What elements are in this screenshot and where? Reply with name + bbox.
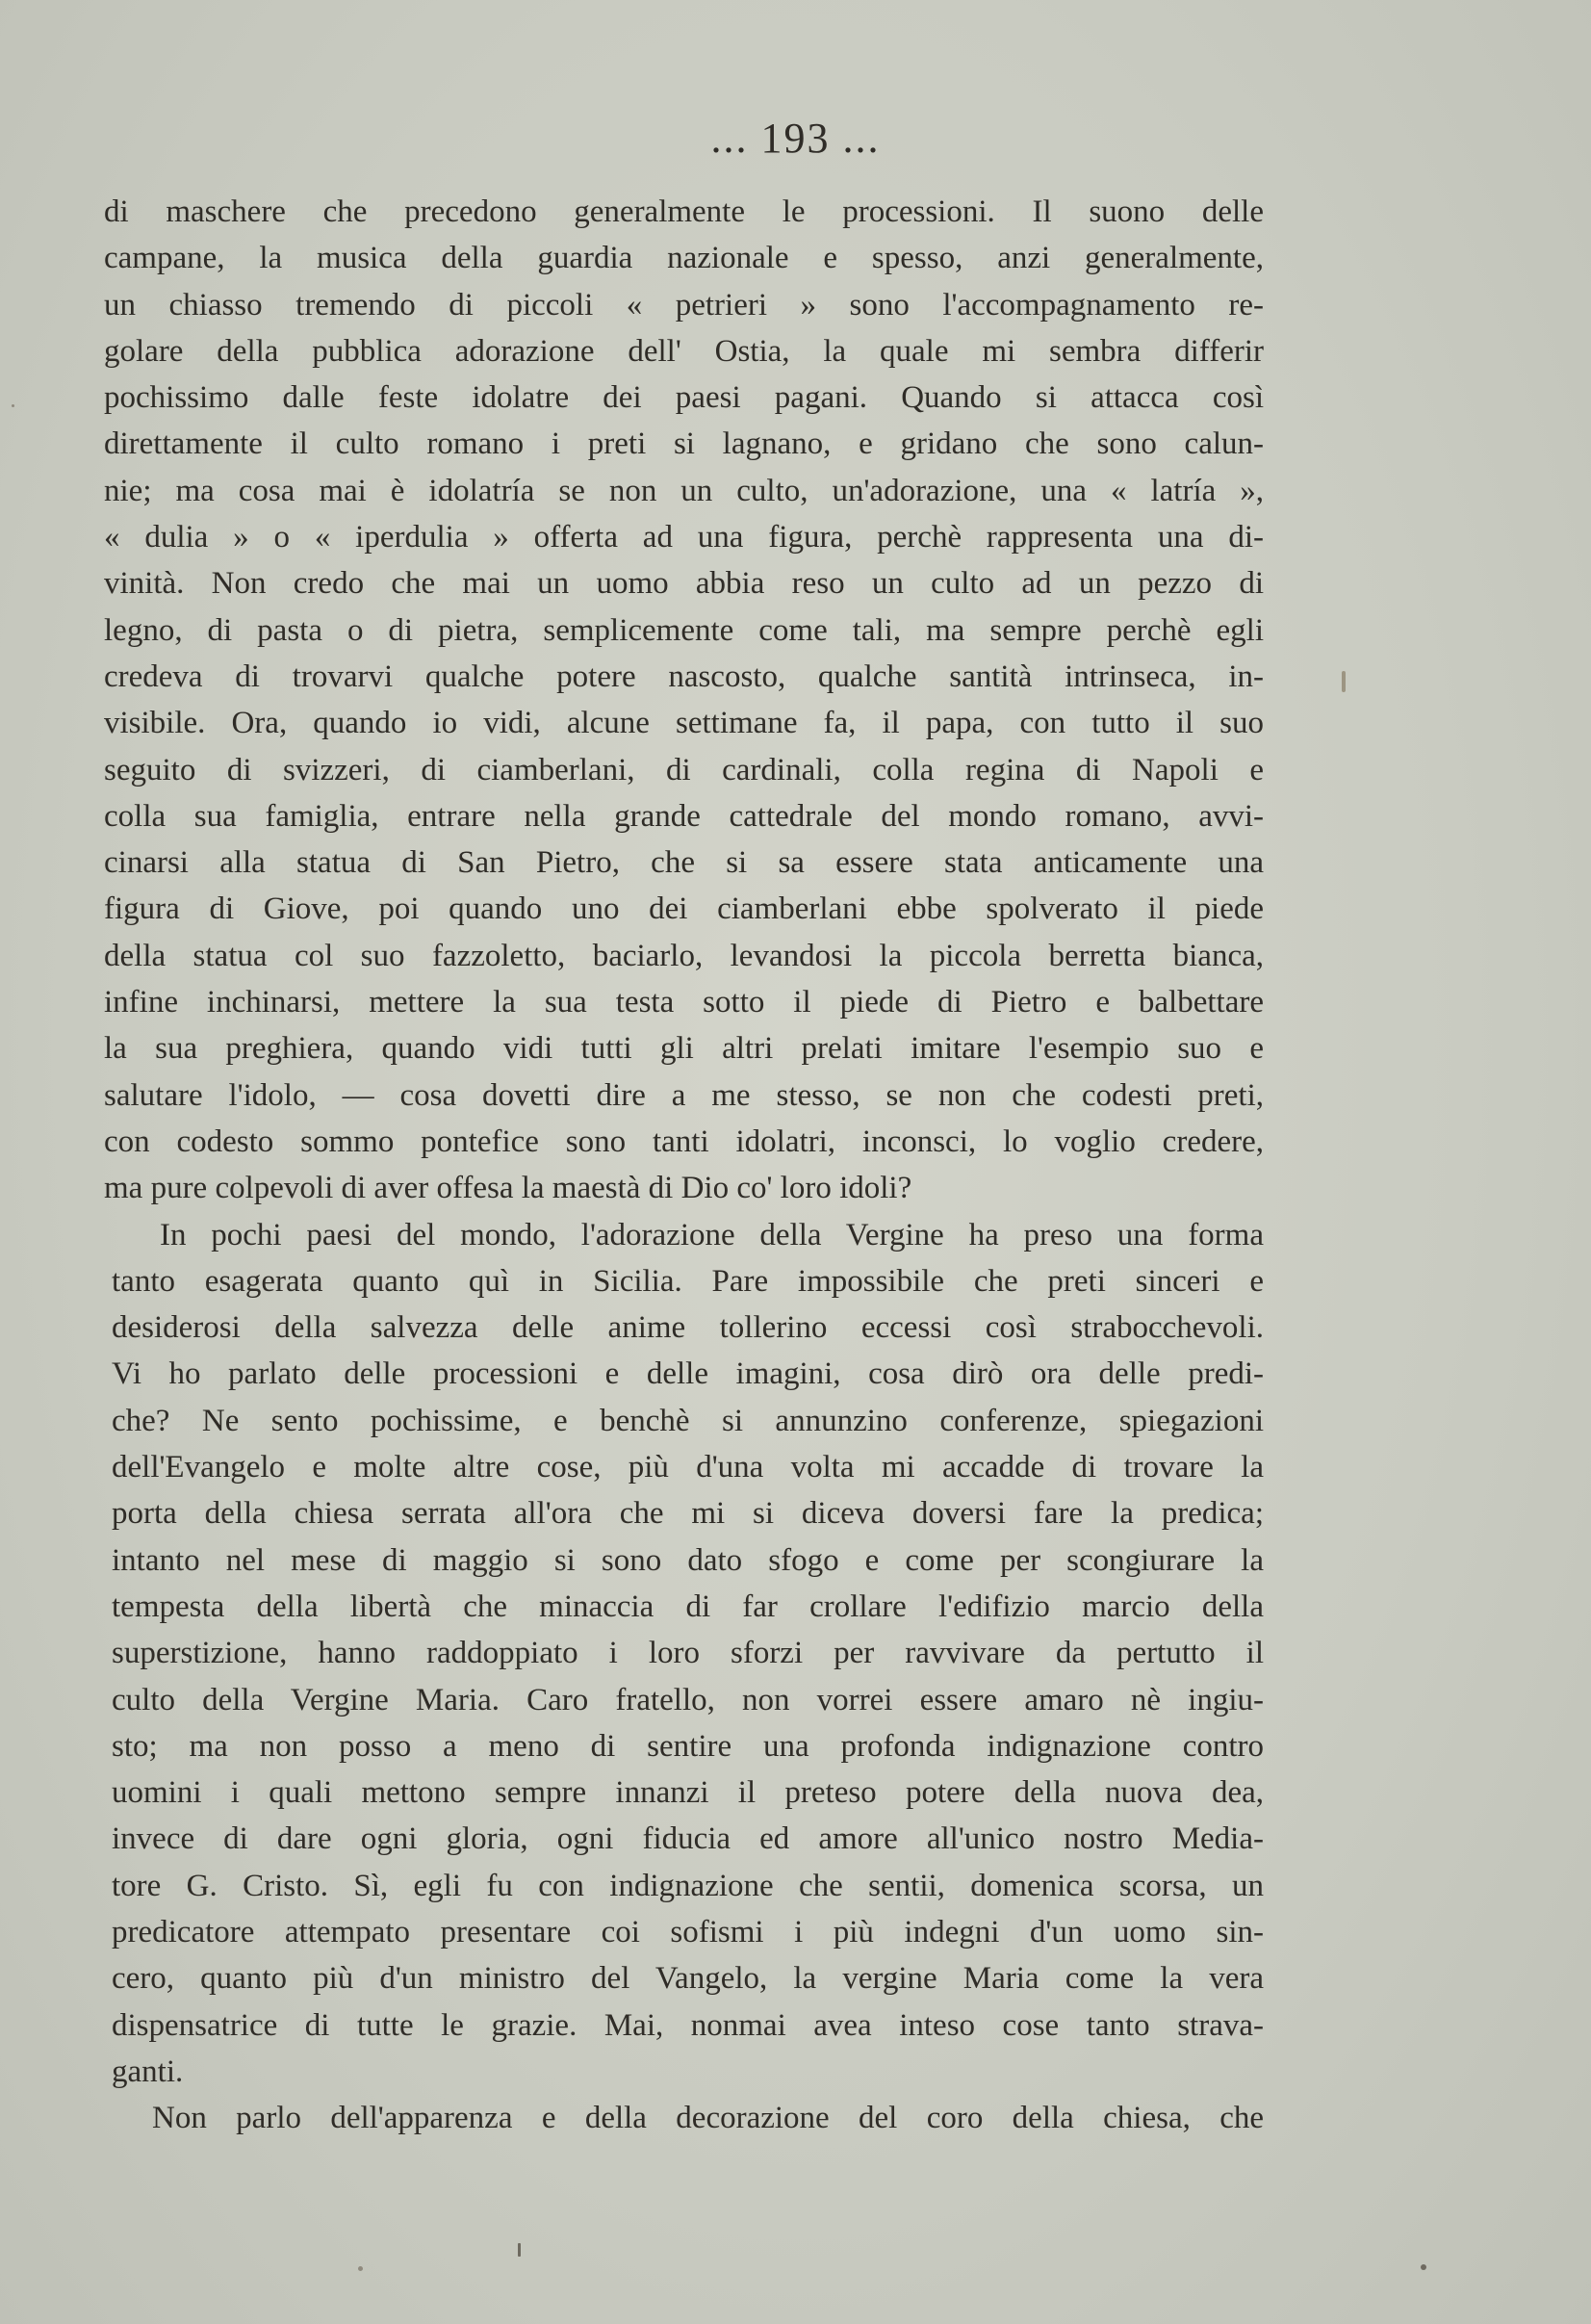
text-line: ganti. [112, 2053, 184, 2089]
paragraph-3 [104, 2095, 1264, 2141]
text-line: cero, quanto più d'un ministro del Vangelo, la vergine Maria come la vera [112, 1961, 1264, 1997]
text-line: vinità. Non credo che mai un uomo abbia reso un culto ad un pezzo di [104, 566, 1264, 602]
text-line: credeva di trovarvi qualche potere nascosto, qualche santità intrinseca, in- [104, 658, 1264, 694]
text-line: cinarsi alla statua di San Pietro, che si sa essere stata anticamente una [104, 845, 1264, 881]
text-line: golare della pubblica adorazione dell' Ostia, la quale mi sembra differir [104, 333, 1264, 369]
scan-speck [518, 2243, 521, 2257]
text-line: dispensatrice di tutte le grazie. Mai, nonmai avea inteso cose tanto strava- [112, 2007, 1264, 2043]
text-line: infine inchinarsi, mettere la sua testa sotto il piede di Pietro e balbettare [104, 985, 1264, 1020]
scan-speck [12, 404, 14, 407]
text-line: di maschere che precedono generalmente le processioni. Il suono delle [104, 194, 1264, 229]
text-line: visibile. Ora, quando io vidi, alcune settimane fa, il papa, con tutto il suo [104, 706, 1264, 741]
text-line: uomini i quali mettono sempre innanzi il preteso potere della nuova dea, [112, 1775, 1264, 1811]
text-line: pochissimo dalle feste idolatre dei paesi pagani. Quando si attacca così [104, 380, 1264, 416]
text-line: superstizione, hanno raddoppiato i loro sforzi per ravvivare da pertutto il [112, 1636, 1264, 1671]
text-line: intanto nel mese di maggio si sono dato sfogo e come per scongiurare la [112, 1542, 1264, 1578]
paragraph-1 [104, 189, 1264, 1212]
text-line: « dulia » o « iperdulia » offerta ad una figura, perchè rappresenta una di- [104, 520, 1264, 555]
text-line: figura di Giove, poi quando uno dei ciamberlani ebbe spolverato il piede [104, 891, 1264, 927]
scan-speck [358, 2266, 363, 2271]
text-line: ma pure colpevoli di aver offesa la maestà di Dio co' loro idoli? [104, 1171, 912, 1206]
text-line: legno, di pasta o di pietra, semplicemente come tali, ma sempre perchè egli [104, 612, 1264, 648]
scan-speck [1342, 671, 1346, 692]
text-line: desiderosi della salvezza delle anime tollerino eccessi così strabocchevoli. [112, 1310, 1264, 1346]
text-line: tempesta della libertà che minaccia di far crollare l'edifizio marcio della [112, 1588, 1264, 1624]
text-line: colla sua famiglia, entrare nella grande cattedrale del mondo romano, avvi- [104, 798, 1264, 834]
text-line: la sua preghiera, quando vidi tutti gli altri prelati imitare l'esempio suo e [104, 1031, 1264, 1067]
text-line: dell'Evangelo e molte altre cose, più d'una volta mi accadde di trovare la [112, 1450, 1264, 1485]
page-number: ... 193 ... [710, 115, 881, 162]
text-line: porta della chiesa serrata all'ora che mi si diceva doversi fare la predica; [112, 1496, 1264, 1532]
text-line: un chiasso tremendo di piccoli « petrieri » sono l'accompagnamento re- [104, 287, 1264, 323]
text-line: culto della Vergine Maria. Caro fratello, non vorrei essere amaro nè ingiu- [112, 1682, 1264, 1717]
text-line: seguito di svizzeri, di ciamberlani, di cardinali, colla regina di Napoli e [104, 752, 1264, 788]
text-line: predicatore attempato presentare coi sofismi i più indegni d'un uomo sin- [112, 1914, 1264, 1950]
text-line: Non parlo dell'apparenza e della decorazione del coro della chiesa, che [152, 2101, 1264, 2136]
text-line: invece di dare ogni gloria, ogni fiducia ed amore all'unico nostro Media- [112, 1821, 1264, 1857]
scan-speck [1421, 2264, 1426, 2270]
text-line: tore G. Cristo. Sì, egli fu con indignazione che sentii, domenica scorsa, un [112, 1868, 1264, 1903]
text-line: con codesto sommo pontefice sono tanti idolatri, inconsci, lo voglio credere, [104, 1123, 1264, 1159]
text-line: della statua col suo fazzoletto, baciarlo, levandosi la piccola berretta bianca, [104, 938, 1264, 973]
text-line: campane, la musica della guardia nazionale e spesso, anzi generalmente, [104, 241, 1264, 276]
text-line: nie; ma cosa mai è idolatría se non un culto, un'adorazione, una « latría », [104, 473, 1264, 508]
text-line: salutare l'idolo, — cosa dovetti dire a me stesso, se non che codesti preti, [104, 1077, 1264, 1113]
paragraph-2 [104, 1212, 1264, 2096]
text-line: direttamente il culto romano i preti si lagnano, e gridano che sono calun- [104, 426, 1264, 462]
text-line: che? Ne sento pochissime, e benchè si annunzino conferenze, spiegazioni [112, 1403, 1264, 1438]
text-line: sto; ma non posso a meno di sentire una profonda indignazione contro [112, 1728, 1264, 1764]
text-line: In pochi paesi del mondo, l'adorazione della Vergine ha preso una forma [160, 1217, 1264, 1252]
text-line: tanto esagerata quanto quì in Sicilia. Pare impossibile che preti sinceri e [112, 1263, 1264, 1299]
body-text [104, 189, 1264, 2141]
text-line: Vi ho parlato delle processioni e delle imagini, cosa dirò ora delle predi- [112, 1356, 1264, 1392]
